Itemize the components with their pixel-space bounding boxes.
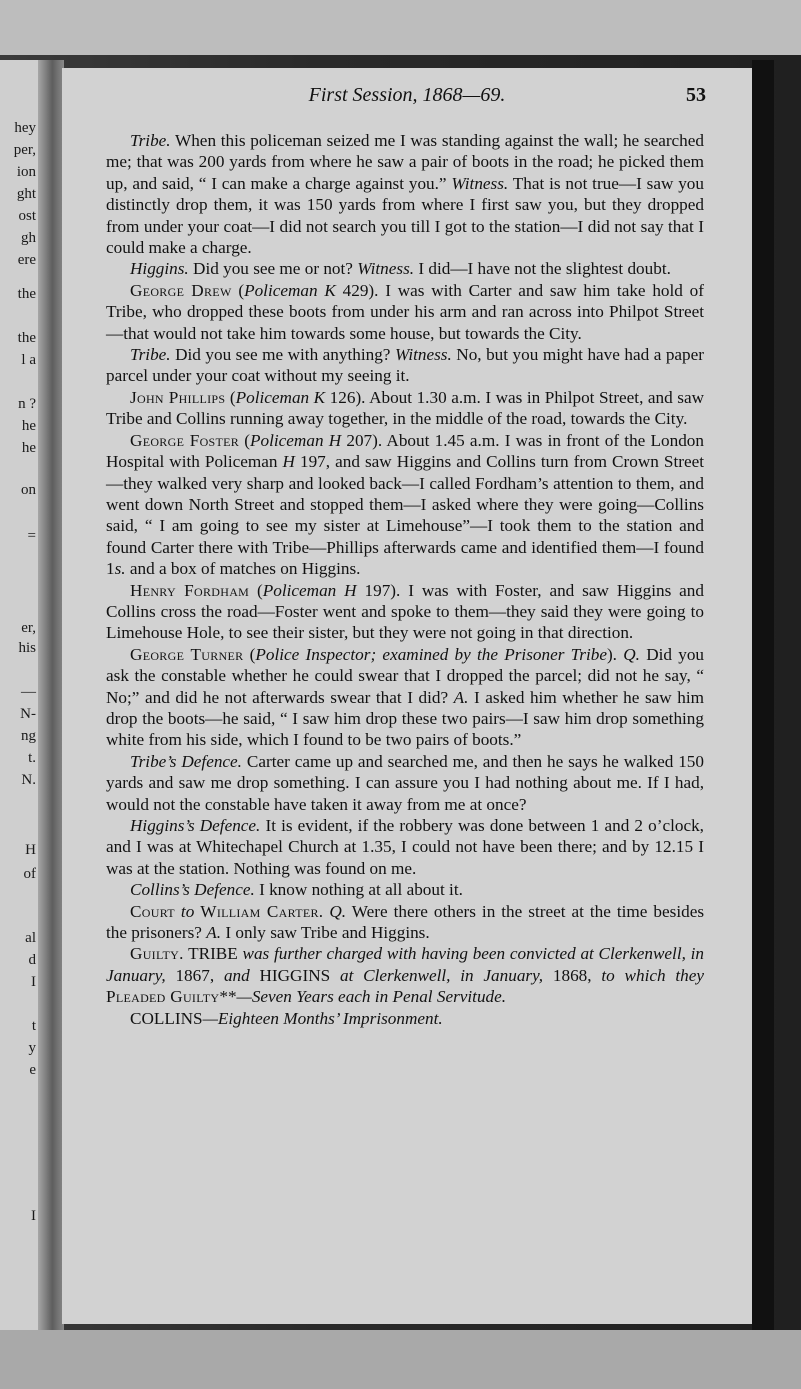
- facing-page-fragment: ion: [16, 164, 36, 180]
- text-run: H: [282, 452, 295, 472]
- text-run: A.: [453, 687, 469, 707]
- text-run: 197, and saw Higgins and Collins turn from Crown Street—they walked very sharp and looked back—I called Fordham’s attention to them, and went down North Street and stopped them—I asked where they were going—Collins said, “ I am going to see my sister at Limehouse”—I took them to the station and found Carter there with Tribe—Phillips afterwards came and identified them—I found 1: [106, 452, 704, 579]
- book-page: [62, 68, 752, 1324]
- text-run: 1868,: [543, 965, 602, 985]
- facing-page-fragment: d: [28, 952, 36, 968]
- text-run: Tribe.: [130, 345, 171, 365]
- facing-page-fragment: he: [21, 440, 36, 456]
- text-run: No, but you might have had a paper parcel under your coat without my seeing it.: [106, 345, 705, 386]
- text-run: John Phillips: [130, 387, 226, 407]
- page-number: 53: [686, 84, 706, 106]
- facing-page-fragment: ng: [21, 728, 36, 744]
- text-run: William Carter.: [200, 901, 324, 921]
- text-run: and: [223, 965, 250, 985]
- facing-page-edge: [0, 60, 38, 1330]
- text-run: Policeman H: [250, 430, 342, 450]
- facing-page-fragment: N.: [21, 772, 36, 788]
- facing-page-fragment: I: [31, 1208, 36, 1224]
- text-run: 429). I was with Carter and saw him take hold of Tribe, who dropped these boots from under his arm and ran across into Philpot Street—that would not take him towards some house, but towards the City.: [106, 280, 705, 343]
- facing-page-fragment: on: [21, 482, 36, 498]
- facing-page-fragment: the: [17, 286, 36, 302]
- text-run: George Foster: [130, 430, 240, 450]
- facing-page-fragment: ost: [18, 208, 36, 224]
- text-run: Henry Fordham: [130, 580, 250, 600]
- facing-page-fragment: gh: [21, 230, 36, 246]
- text-run: COLLINS: [130, 1008, 203, 1028]
- facing-page-fragment: of: [23, 866, 36, 882]
- text-run: (: [249, 580, 263, 600]
- text-run: Policeman H: [262, 580, 357, 600]
- facing-page-fragment: er,: [21, 620, 36, 636]
- text-run: **: [219, 987, 237, 1007]
- paragraph-p9: [106, 751, 704, 815]
- text-run: Court: [130, 901, 175, 921]
- text-run: I only saw Tribe and Higgins.: [221, 923, 430, 943]
- facing-page-fragment: I: [31, 974, 36, 990]
- text-run: —Seven Years each in Penal Servitude.: [236, 987, 507, 1007]
- text-run: That is not true—I saw you distinctly drop them, it was 150 yards from where I first saw you, but they dropped from under your coat—I did not search you till I got to the station—I did not say that I could make a charge.: [106, 173, 704, 258]
- text-run: HIGGINS: [249, 965, 340, 985]
- paragraph-p11: [106, 879, 704, 900]
- text-run: I did—I have not the slightest doubt.: [414, 259, 671, 279]
- scanner-top-band: [0, 0, 801, 55]
- text-run: Police Inspector; examined by the Prisoner Tribe: [255, 644, 607, 664]
- facing-page-fragment: e: [29, 1062, 36, 1078]
- text-run: at Clerkenwell, in January,: [339, 965, 544, 985]
- facing-page-fragment: n ?: [18, 396, 36, 412]
- running-head: First Session, 1868—69.: [308, 84, 506, 106]
- text-run: TRIBE: [183, 944, 243, 964]
- book-gutter: [38, 60, 64, 1330]
- paragraph-p5: [106, 387, 704, 430]
- text-run: (: [225, 387, 236, 407]
- text-run: When this policeman seized me I was standing against the wall; he searched me; that was 200 yards from where he saw a pair of boots in the road; he picked them up, and said, “ I can make a charge against you.”: [106, 131, 704, 193]
- facing-page-fragment: hey: [14, 120, 36, 136]
- facing-page-fragment: N-: [20, 706, 36, 722]
- text-run: Policeman K: [235, 387, 326, 407]
- facing-page-fragment: y: [28, 1040, 36, 1056]
- paragraph-p13: [106, 943, 704, 1007]
- text-run: s.: [114, 559, 126, 579]
- facing-page-fragment: ere: [17, 252, 36, 268]
- text-run: to which they: [601, 965, 705, 985]
- facing-page-fragment: ght: [16, 186, 36, 202]
- paragraph-p2: [106, 258, 704, 279]
- text-run: Witness.: [394, 345, 452, 365]
- facing-page-fragment: t: [31, 1018, 36, 1034]
- paragraph-p3: [106, 280, 704, 344]
- facing-page-fragment: =: [27, 528, 36, 544]
- paragraph-p10: [106, 815, 704, 879]
- text-run: Q.: [329, 901, 347, 921]
- text-run: Did you see me with anything?: [170, 345, 395, 365]
- page-body-text: [106, 130, 704, 1029]
- text-run: Collins’s Defence.: [130, 880, 255, 900]
- text-run: to: [180, 901, 195, 921]
- text-run: George Turner: [130, 644, 244, 664]
- text-run: Tribe.: [130, 131, 171, 150]
- text-run: was further charged with having been convicted at Clerkenwell, in January,: [106, 944, 704, 985]
- text-run: Higgins’s Defence.: [130, 816, 261, 835]
- text-run: Pleaded Guilty: [106, 987, 220, 1007]
- scanner-bottom-band: [0, 1330, 801, 1389]
- text-run: It is evident, if the robbery was done between 1 and 2 o’clock, and I was at Whitechapel Church at 1.35, I could not have been there; and by 12.15 I was at the station. Nothing was found on me.: [106, 816, 704, 878]
- text-run: George Drew: [130, 280, 232, 300]
- text-run: (: [231, 280, 245, 300]
- facing-page-fragment: he: [21, 418, 36, 434]
- text-run: Policeman K: [244, 280, 336, 300]
- text-run: 1867,: [165, 965, 224, 985]
- paragraph-p12: [106, 901, 704, 944]
- text-run: Witness.: [357, 259, 415, 279]
- text-run: —Eighteen Months’ Imprisonment.: [202, 1008, 443, 1028]
- text-run: I asked him whether he saw him drop the boots—he said, “ I saw him drop these two pairs—I saw him drop something white from his side, which I found to be two pairs of boots.”: [106, 687, 704, 750]
- text-run: Did you ask the constable whether he could swear that I dropped the parcel; did not he say, “ No;” and did he not afterwards swear that I did?: [106, 644, 705, 707]
- facing-page-fragment: his: [18, 640, 36, 656]
- facing-page-fragment: per,: [13, 142, 36, 158]
- facing-page-fragment: l a: [21, 352, 36, 368]
- text-run: Tribe’s Defence.: [130, 751, 242, 771]
- text-run: Higgins.: [130, 259, 189, 279]
- text-run: 126). About 1.30 a.m. I was in Philpot Street, and saw Tribe and Collins running away together, in the middle of the road, towards the City.: [106, 387, 704, 429]
- paragraph-p1: [106, 130, 704, 258]
- text-run: Did you see me or not?: [188, 259, 358, 279]
- facing-page-fragment: —: [21, 684, 36, 700]
- text-run: 197). I was with Foster, and saw Higgins and Collins cross the road—Foster went and spoke to them—they said they were going to Limehouse Hole, to see their sister, but they were not going in that direction.: [106, 580, 704, 643]
- text-run: Carter came up and searched me, and then he says he walked 150 yards and saw me drop something. I can assure you I had nothing about me. If I had, would not the constable have taken it away from me at once?: [106, 751, 704, 814]
- text-run: Were there others in the street at the time besides the prisoners?: [106, 901, 705, 943]
- text-run: Witness.: [451, 173, 509, 193]
- paragraph-p4: [106, 344, 704, 387]
- text-run: (: [243, 644, 256, 664]
- text-run: and a box of matches on Higgins.: [125, 559, 361, 579]
- text-run: ).: [606, 644, 624, 664]
- paragraph-p8: [106, 644, 704, 751]
- paragraph-p14: [106, 1008, 704, 1029]
- facing-page-fragment: the: [17, 330, 36, 346]
- text-run: 207). About 1.45 a.m. I was in front of the London Hospital with Policeman: [106, 430, 704, 472]
- text-run: A.: [206, 923, 222, 943]
- text-run: I know nothing at all about it.: [254, 880, 463, 900]
- paragraph-p6: [106, 430, 704, 580]
- text-run: (: [239, 430, 251, 450]
- text-run: Guilty.: [130, 944, 184, 964]
- paragraph-p7: [106, 580, 704, 644]
- text-run: Q.: [623, 644, 640, 664]
- page-right-shadow: [752, 60, 774, 1330]
- facing-page-fragment: H: [25, 842, 36, 858]
- facing-page-fragment: al: [25, 930, 36, 946]
- facing-page-fragment: t.: [28, 750, 36, 766]
